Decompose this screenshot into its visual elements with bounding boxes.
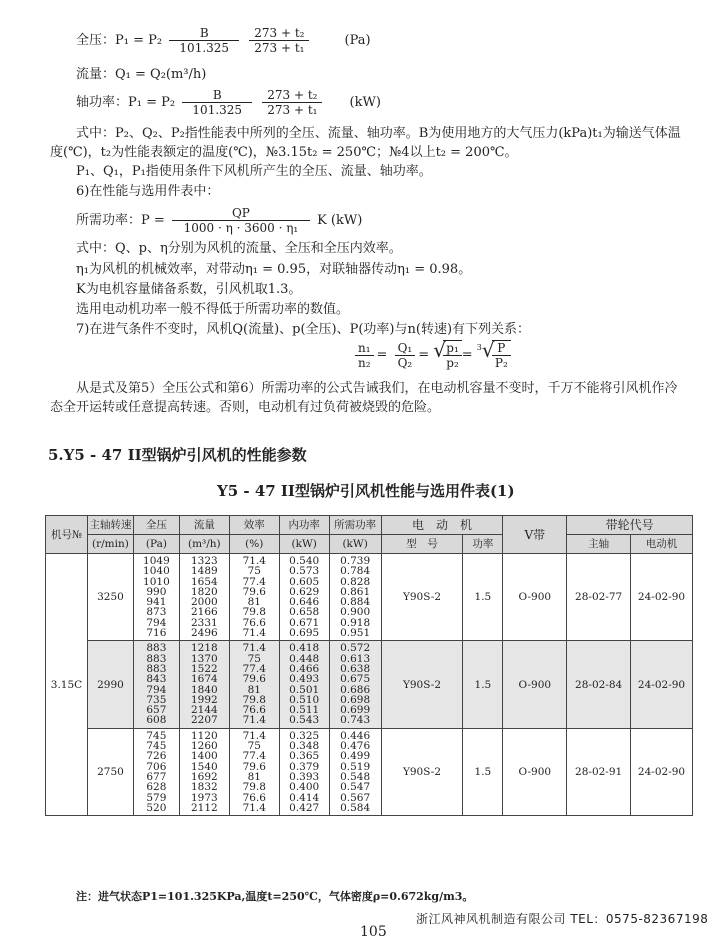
k-line: K为电机容量储备系数，引风机取1.3。	[76, 282, 302, 297]
header-motor: 电 动 机	[381, 516, 503, 535]
stack-value: 71.4	[242, 729, 266, 742]
stack-value: 0.519	[340, 760, 371, 773]
stack-value: 0.499	[340, 750, 371, 763]
stack-value: 1820	[190, 585, 218, 598]
stack-value: 79.6	[242, 673, 266, 686]
stack-value: 1692	[190, 770, 218, 783]
stack-value: 579	[146, 791, 167, 804]
shaft-frac-2	[262, 88, 322, 117]
stack-value: 1049	[143, 555, 170, 567]
stack-value: 79.8	[242, 693, 266, 706]
header-req: 所需功率	[329, 516, 381, 535]
table-title: Y5 - 47 II型锅炉引风机性能与选用件表(1)	[217, 482, 515, 500]
stack-value: 1218	[190, 642, 218, 655]
stack-value: 75	[247, 740, 261, 753]
stack-value: 81	[247, 770, 261, 783]
pressure-cell	[133, 554, 179, 641]
stack-value: 0.613	[340, 652, 371, 665]
header-speed: 主轴转速	[87, 516, 133, 535]
stack-value: 1400	[190, 750, 218, 763]
stack-value: 76.6	[242, 704, 266, 717]
required-power-cell	[329, 554, 381, 641]
stack-value: 0.629	[289, 585, 320, 598]
flow-cell	[179, 641, 229, 728]
pressure-cell	[133, 641, 179, 728]
stack-value: 2331	[190, 616, 218, 629]
stack-value: 77.4	[242, 662, 266, 675]
shaft-frac-1-den: 101.325	[192, 103, 243, 117]
stack-value: 79.8	[242, 606, 266, 619]
stack-value: 716	[146, 627, 167, 640]
stack-value: 0.476	[340, 740, 371, 753]
header-row-1	[46, 516, 693, 535]
header-vbelt: V带	[503, 516, 567, 554]
pressure-lhs: P₁ = P₂	[115, 33, 163, 48]
stack-value: 0.427	[289, 801, 320, 814]
motor-shaft-cell: 24-02-90	[631, 728, 693, 815]
pressure-frac-1-num: B	[169, 26, 239, 41]
stack-value: 2496	[190, 627, 218, 640]
stack-value: 0.638	[340, 662, 371, 675]
header-req-unit: (kW)	[329, 535, 381, 554]
header-inner-unit: (kW)	[279, 535, 329, 554]
where-paragraph-1: 式中：P₂、Q₂、P₂指性能表中所列的全压、流量、轴功率。B为使用地方的大气压力(kPa)t₁为输送气体温度(℃)，t₂为性能表额定的温度(℃)，№3.15t₂ = 250℃；№4以上t₂ = 200℃。	[50, 126, 681, 160]
motor-shaft-cell: 24-02-90	[631, 554, 693, 641]
stack-value: 0.861	[340, 585, 371, 598]
shaft-formula	[76, 88, 381, 117]
rel-p2: p₂	[446, 356, 459, 370]
pressure-frac-2-den: 273 + t₁	[254, 41, 305, 55]
required-power-den: 1000 · η · 3600 · η₁	[183, 221, 299, 235]
rel-n2: n₂	[358, 355, 371, 370]
header-eff: 效率	[229, 516, 279, 535]
shaft-frac-1-num: B	[182, 88, 252, 103]
flow-expr: Q₁ = Q₂(m³/h)	[115, 67, 207, 82]
stack-value: 873	[146, 606, 167, 619]
speed-cell: 2990	[87, 641, 133, 728]
required-power-frac	[172, 206, 310, 235]
header-motor-shaft: 电动机	[631, 535, 693, 554]
stack-value: 77.4	[242, 750, 266, 763]
pressure-unit: (Pa)	[344, 33, 371, 48]
flow-cell	[179, 728, 229, 815]
required-power-cell	[329, 641, 381, 728]
warning-paragraph: 从是式及第5）全压公式和第6）所需功率的公式告诫我们，在电动机容量不变时，千万不能将引风机作冷态全开运转或任意提高转速。否则，电动机有过负荷被烧毁的危险。	[50, 381, 678, 415]
stack-value: 1674	[190, 673, 218, 686]
stack-value: 735	[146, 693, 167, 706]
stack-value: 0.540	[289, 555, 320, 567]
stack-value: 608	[146, 714, 167, 727]
stack-value: 0.379	[289, 760, 320, 773]
motor-line: 选用电动机功率一般不得低于所需功率的数值。	[76, 302, 350, 317]
stack-value: 0.547	[340, 781, 371, 794]
stack-value: 0.325	[289, 729, 320, 742]
power-cell: 1.5	[463, 728, 503, 815]
shaft-unit: (kW)	[349, 95, 381, 110]
required-power-num: QP	[172, 206, 310, 221]
stack-value: 1489	[190, 565, 218, 578]
vbelt-cell: O-900	[503, 641, 567, 728]
where-paragraph-2: P₁、Q₁，P₁指使用条件下风机所产生的全压、流量、轴功率。	[76, 164, 432, 179]
header-flow-unit: (m³/h)	[179, 535, 229, 554]
stack-value: 71.4	[242, 555, 266, 567]
stack-value: 706	[146, 760, 167, 773]
stack-value: 0.584	[340, 801, 371, 814]
stack-value: 0.658	[289, 606, 320, 619]
header-pressure-unit: (Pa)	[133, 535, 179, 554]
stack-value: 843	[146, 673, 167, 686]
stack-value: 77.4	[242, 575, 266, 588]
required-power-formula	[76, 206, 362, 235]
header-inner: 内功率	[279, 516, 329, 535]
stack-value: 1323	[190, 555, 218, 567]
pressure-frac-2-num: 273 + t₂	[249, 26, 309, 41]
required-power-cell	[329, 728, 381, 815]
stack-value: 2207	[190, 714, 218, 727]
stack-value: 726	[146, 750, 167, 763]
shaft-lhs: P₁ = P₂	[128, 95, 176, 110]
stack-value: 0.784	[340, 565, 371, 578]
page-number: 105	[360, 924, 387, 940]
where-paragraph-3: 式中：Q、p、η分别为风机的流量、全压和全压内效率。	[76, 241, 402, 256]
stack-value: 0.695	[289, 627, 320, 640]
stack-value: 0.686	[340, 683, 371, 696]
header-power: 功率	[463, 535, 503, 554]
rel-q2: Q₂	[397, 355, 413, 370]
stack-value: 71.4	[242, 642, 266, 655]
flow-label: 流量：	[76, 67, 116, 82]
rel-frac-n	[355, 341, 374, 370]
stack-value: 2112	[190, 801, 218, 814]
main-shaft-cell: 28-02-77	[567, 554, 631, 641]
table-note: 注：进气状态P1=101.325KPa,温度t=250℃，气体密度ρ=0.672kg/m3。	[76, 890, 474, 903]
eff-cell	[229, 554, 279, 641]
stack-value: 0.348	[289, 740, 320, 753]
header-pressure: 全压	[133, 516, 179, 535]
item-6: 6)在性能与选用件表中：	[76, 184, 220, 199]
stack-value: 0.828	[340, 575, 371, 588]
stack-value: 0.418	[289, 642, 320, 655]
item-7: 7)在进气条件不变时，风机Q(流量)、p(全压)、P(功率)与n(转速)有下列关系：	[76, 322, 531, 337]
stack-value: 2166	[190, 606, 218, 619]
stack-value: 883	[146, 642, 167, 655]
stack-value: 745	[146, 729, 167, 742]
power-cell: 1.5	[463, 554, 503, 641]
rel-cbrt-P	[482, 340, 511, 370]
stack-value: 71.4	[242, 714, 266, 727]
stack-value: 71.4	[242, 801, 266, 814]
table-row-group-3	[46, 728, 693, 815]
stack-value: 76.6	[242, 616, 266, 629]
stack-value: 0.466	[289, 662, 320, 675]
table-row-group-1	[46, 554, 693, 641]
company-footer: 浙江风神风机制造有限公司 TEL：0575-82367198	[416, 912, 709, 926]
stack-value: 520	[146, 801, 167, 814]
table-row-group-2	[46, 641, 693, 728]
pressure-frac-1-den: 101.325	[179, 41, 230, 55]
stack-value: 2144	[190, 704, 218, 717]
stack-value: 81	[247, 596, 261, 609]
shaft-frac-2-den: 273 + t₁	[267, 103, 318, 117]
model-cell: Y90S-2	[381, 641, 463, 728]
stack-value: 75	[247, 652, 261, 665]
stack-value: 883	[146, 662, 167, 675]
stack-value: 1973	[190, 791, 218, 804]
header-speed-unit: (r/min)	[87, 535, 133, 554]
stack-value: 75	[247, 565, 261, 578]
flow-cell	[179, 554, 229, 641]
header-row-2	[46, 535, 693, 554]
stack-value: 1654	[190, 575, 218, 588]
stack-value: 745	[146, 740, 167, 753]
pressure-frac-2	[249, 26, 309, 55]
stack-value: 0.739	[340, 555, 371, 567]
motor-shaft-cell: 24-02-90	[631, 641, 693, 728]
eta-line: η₁为风机的机械效率，对带动η₁ = 0.95，对联轴器传动η₁ = 0.98。	[76, 262, 472, 277]
stack-value: 0.510	[289, 693, 320, 706]
stack-value: 1120	[190, 729, 218, 742]
shaft-label: 轴功率：	[76, 95, 129, 110]
rel-q1: Q₁	[395, 341, 416, 356]
model-cell: Y90S-2	[381, 728, 463, 815]
stack-value: 1260	[190, 740, 218, 753]
rel-p1: √ p₁	[443, 341, 462, 356]
stack-value: 1840	[190, 683, 218, 696]
main-shaft-cell: 28-02-84	[567, 641, 631, 728]
relation-formula: $\frac{\text{n₁}}{\text{n₂}}$ = $\frac{\text{Q₁}}{\text{Q₂}}$ = √ $\frac{\text{p₁}}{\text{p₂}}$ = $^3$ √ $\frac{P}{\text{P₂}}$	[352, 340, 511, 370]
pressure-frac-1	[169, 26, 239, 55]
stack-value: 0.446	[340, 729, 371, 742]
stack-value: 794	[146, 683, 167, 696]
stack-value: 0.567	[340, 791, 371, 804]
rel-cube-index: 3	[476, 343, 482, 352]
rel-n1: n₁	[355, 341, 374, 356]
stack-value: 0.573	[289, 565, 320, 578]
stack-value: 677	[146, 770, 167, 783]
model-cell: Y90S-2	[381, 554, 463, 641]
stack-value: 1540	[190, 760, 218, 773]
stack-value: 0.448	[289, 652, 320, 665]
pressure-label: 全压：	[76, 33, 116, 48]
eff-cell	[229, 641, 279, 728]
stack-value: 628	[146, 781, 167, 794]
stack-value: 0.675	[340, 673, 371, 686]
stack-value: 941	[146, 596, 167, 609]
inner-power-cell	[279, 641, 329, 728]
required-power-label: 所需功率：	[76, 213, 142, 228]
header-eff-unit: (%)	[229, 535, 279, 554]
power-cell: 1.5	[463, 641, 503, 728]
stack-value: 1522	[190, 662, 218, 675]
header-flow: 流量	[179, 516, 229, 535]
stack-value: 2000	[190, 596, 218, 609]
stack-value: 0.493	[289, 673, 320, 686]
stack-value: 0.884	[340, 596, 371, 609]
rel-P1: √ P	[492, 341, 511, 356]
stack-value: 0.572	[340, 642, 371, 655]
pressure-cell	[133, 728, 179, 815]
stack-value: 0.918	[340, 616, 371, 629]
shaft-frac-2-num: 273 + t₂	[262, 88, 322, 103]
stack-value: 0.511	[289, 704, 320, 717]
stack-value: 0.501	[289, 683, 320, 696]
section-title: 5.Y5 - 47 II型锅炉引风机的性能参数	[48, 446, 307, 464]
rel-frac-q	[395, 341, 416, 370]
stack-value: 79.8	[242, 781, 266, 794]
stack-value: 657	[146, 704, 167, 717]
speed-cell: 3250	[87, 554, 133, 641]
stack-value: 0.698	[340, 693, 371, 706]
required-power-lhs: P =	[141, 213, 165, 228]
stack-value: 0.365	[289, 750, 320, 763]
stack-value: 0.900	[340, 606, 371, 619]
stack-value: 0.743	[340, 714, 371, 727]
stack-value: 0.646	[289, 596, 320, 609]
main-shaft-cell: 28-02-91	[567, 728, 631, 815]
stack-value: 76.6	[242, 791, 266, 804]
performance-table	[45, 515, 693, 816]
stack-value: 0.393	[289, 770, 320, 783]
stack-value: 1010	[143, 575, 170, 588]
stack-value: 79.6	[242, 760, 266, 773]
header-pulley: 带轮代号	[567, 516, 693, 535]
vbelt-cell: O-900	[503, 554, 567, 641]
stack-value: 81	[247, 683, 261, 696]
vbelt-cell: O-900	[503, 728, 567, 815]
stack-value: 0.543	[289, 714, 320, 727]
header-machine: 机号№	[46, 516, 88, 554]
pressure-formula	[76, 26, 371, 55]
rel-P2: P₂	[494, 356, 508, 370]
stack-value: 1040	[143, 565, 170, 578]
stack-value: 71.4	[242, 627, 266, 640]
stack-value: 0.699	[340, 704, 371, 717]
eff-cell	[229, 728, 279, 815]
flow-formula	[76, 67, 206, 83]
required-power-tail: K (kW)	[317, 213, 363, 228]
stack-value: 0.414	[289, 791, 320, 804]
stack-value: 1832	[190, 781, 218, 794]
machine-no-cell: 3.15C	[46, 554, 88, 816]
stack-value: 990	[146, 585, 167, 598]
stack-value: 1370	[190, 652, 218, 665]
inner-power-cell	[279, 554, 329, 641]
stack-value: 794	[146, 616, 167, 629]
stack-value: 0.605	[289, 575, 320, 588]
shaft-frac-1	[182, 88, 252, 117]
header-main-shaft: 主轴	[567, 535, 631, 554]
stack-value: 79.6	[242, 585, 266, 598]
speed-cell: 2750	[87, 728, 133, 815]
stack-value: 0.400	[289, 781, 320, 794]
rel-sqrt-p	[433, 340, 462, 370]
stack-value: 1992	[190, 693, 218, 706]
stack-value: 0.951	[340, 627, 371, 640]
stack-value: 0.548	[340, 770, 371, 783]
stack-value: 883	[146, 652, 167, 665]
header-model: 型 号	[381, 535, 463, 554]
inner-power-cell	[279, 728, 329, 815]
stack-value: 0.671	[289, 616, 320, 629]
